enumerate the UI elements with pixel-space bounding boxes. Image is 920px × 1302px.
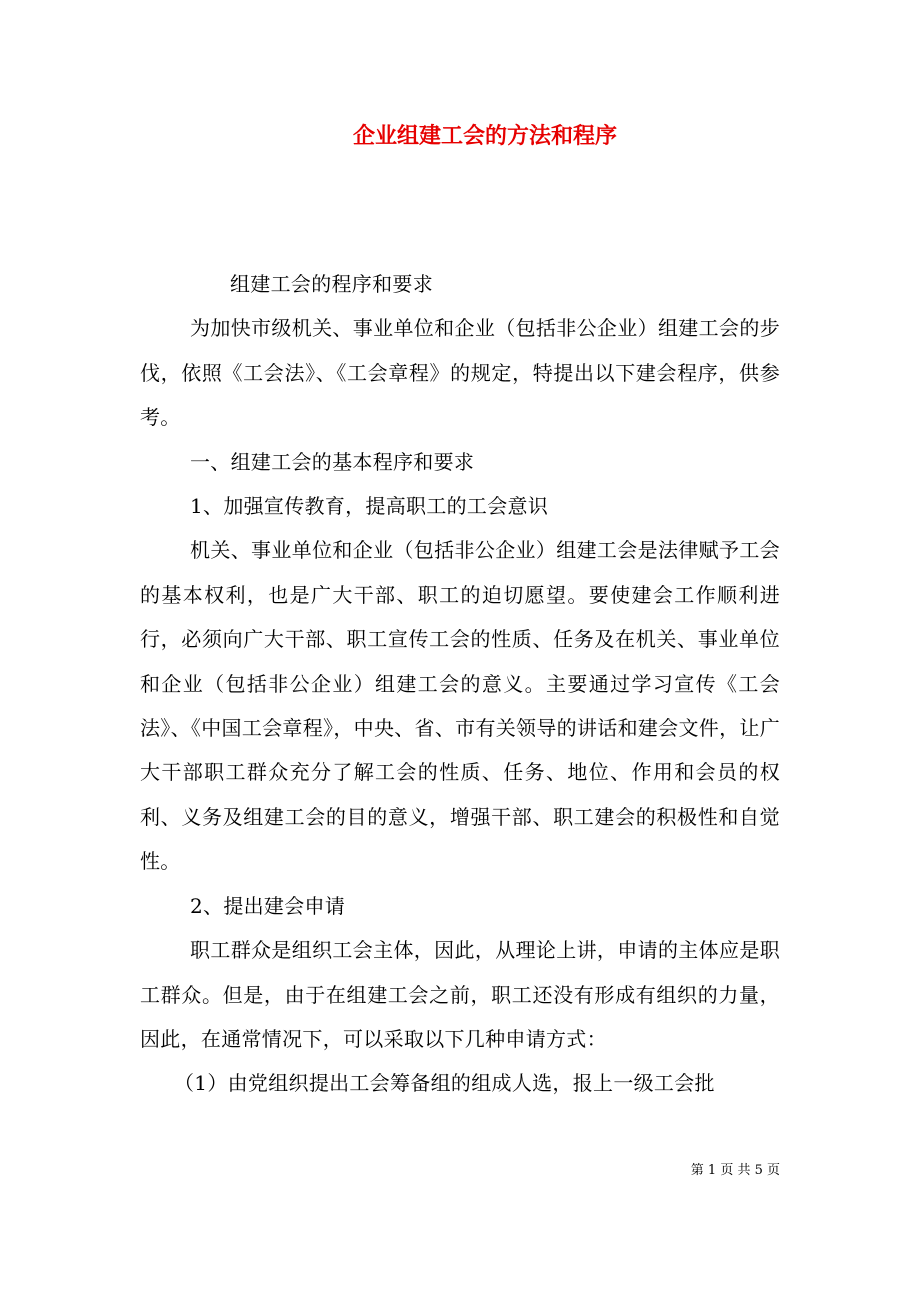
section-heading: 组建工会的程序和要求 [230, 272, 433, 296]
subsection-heading-application: 2、提出建会申请 [190, 893, 346, 918]
publicity-paragraph: 机关、事业单位和企业（包括非公企业）组建工会是法律赋予工会的基本权利，也是广大干部、职工的迫切愿望。要使建会工作顺利进行，必须向广大干部、职工宣传工会的性质、任务及在机关、事业单位和企业（包括非公企业）组建工会的意义。主要通过学习宣传《工会法》、《中国工会章程》，中央、省、市有关领导的讲话和建会文件，让广大干部职工群众充分了解工会的性质、任务、地位、作用和会员的权利、义务及组建工会的目的意义，增强干部、职工建会的积极性和自觉性。 [140, 538, 780, 874]
section-heading-basic-procedure: 一、组建工会的基本程序和要求 [190, 449, 475, 474]
document-body [140, 262, 780, 1106]
intro-paragraph: 为加快市级机关、事业单位和企业（包括非公企业）组建工会的步伐，依照《工会法》、《工会章程》的规定，特提出以下建会程序，供参考。 [140, 316, 780, 430]
subsection-heading-publicity: 1、加强宣传教育，提高职工的工会意识 [190, 494, 549, 519]
page-number-footer: 第 1 页 共 5 页 [690, 1163, 780, 1178]
application-paragraph: 职工群众是组织工会主体，因此，从理论上讲，申请的主体应是职工群众。但是，由于在组建工会之前，职工还没有形成有组织的力量，因此，在通常情况下，可以采取以下几种申请方式： [140, 938, 780, 1051]
list-item-1: （1）由党组织提出工会筹备组的组成人选，报上一级工会批 [174, 1071, 715, 1096]
document-title: 企业组建工会的方法和程序 [352, 123, 617, 149]
